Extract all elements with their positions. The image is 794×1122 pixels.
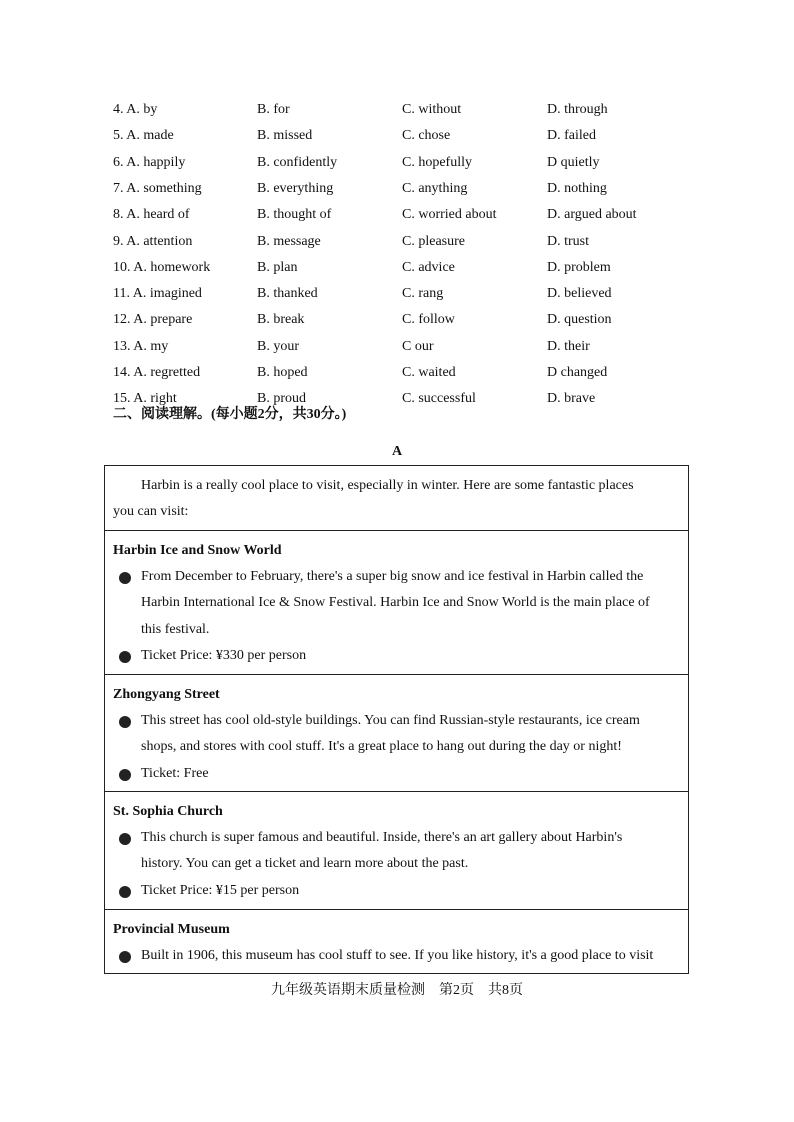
option-a-label: 14. A. [113, 365, 147, 380]
place-section [105, 531, 688, 675]
place-section [105, 910, 688, 973]
question-row [0, 207, 794, 227]
question-row [0, 128, 794, 148]
option-a-label: 5. A. [113, 128, 140, 144]
option-a-label: 10. A. [113, 259, 147, 275]
question-number [113, 181, 202, 197]
option-a-label: 11. A. [113, 286, 147, 302]
option-a: homework [150, 259, 211, 275]
option-d: D changed [547, 365, 608, 380]
option-d: D. trust [547, 233, 589, 249]
place-name: Harbin Ice and Snow World [113, 543, 282, 558]
passage-box [104, 465, 689, 974]
option-b: B. your [257, 338, 299, 354]
intro-line: Harbin is a really cool place to visit, especially in winter. Here are some fantastic places [141, 478, 634, 493]
place-description: This street has cool old-style buildings. You can find Russian-style restaurants, ice cream [141, 713, 640, 728]
option-d: D. believed [547, 286, 612, 302]
bullet-icon [119, 886, 131, 898]
option-a: imagined [149, 286, 202, 302]
question-row [0, 260, 794, 280]
bullet-icon [119, 572, 131, 584]
option-d: D quietly [547, 154, 600, 170]
section-title: 二、阅读理解。(每小题2分，共30分。) [113, 407, 347, 422]
option-c: C. follow [402, 312, 455, 328]
place-name: Provincial Museum [113, 922, 230, 937]
question-row [0, 102, 794, 122]
option-a: my [150, 338, 169, 354]
question-row [0, 365, 794, 385]
place-description: this festival. [141, 621, 210, 637]
option-a-label: 13. A. [113, 338, 147, 354]
option-d: D. through [547, 102, 608, 117]
option-d: D. question [547, 312, 612, 328]
option-c: C. anything [402, 180, 468, 196]
place-section [105, 675, 688, 792]
option-a: regretted [150, 365, 201, 380]
bullet-icon [119, 951, 131, 963]
option-a-label: 15. A. [113, 391, 147, 407]
ticket-price: Ticket: Free [141, 765, 209, 781]
option-d: D. their [547, 338, 590, 354]
option-d: D. nothing [547, 180, 607, 196]
option-d: D. brave [547, 391, 596, 407]
option-c: C. rang [402, 286, 444, 302]
bullet-icon [119, 651, 131, 663]
option-b: B. thought of [257, 207, 332, 223]
ticket-price: Ticket Price: ¥15 per person [141, 882, 300, 898]
option-b: B. for [257, 102, 290, 117]
option-a-label: 12. A. [113, 312, 147, 328]
question-row [0, 155, 794, 175]
bullet-icon [119, 833, 131, 845]
option-c: C. successful [402, 391, 476, 407]
bullet-icon [119, 769, 131, 781]
question-number [113, 128, 174, 144]
place-name: St. Sophia Church [113, 804, 223, 819]
question-row [0, 234, 794, 254]
question-row [0, 181, 794, 201]
passage-label: A [391, 444, 403, 459]
option-b: B. proud [257, 391, 306, 407]
option-a: by [143, 102, 158, 117]
option-b: B. hoped [257, 365, 308, 380]
question-row [0, 339, 794, 359]
option-c: C. pleasure [402, 233, 465, 249]
question-number [113, 155, 185, 171]
option-c: C our [402, 338, 434, 354]
option-c: C. advice [402, 259, 455, 275]
option-b: B. message [257, 233, 321, 249]
option-b: B. break [257, 312, 305, 328]
option-a: made [143, 128, 174, 144]
place-description: This church is super famous and beautiful. Inside, there's an art gallery about Harbin's [141, 830, 623, 845]
question-number [113, 260, 210, 276]
place-description: Built in 1906, this museum has cool stuff to see. If you like history, it's a good place to visit [141, 948, 654, 963]
option-b: B. missed [257, 128, 313, 144]
option-a-label: 8. A. [113, 207, 140, 223]
option-a: prepare [150, 312, 193, 328]
place-section [105, 792, 688, 910]
option-b: B. confidently [257, 154, 338, 170]
question-number [113, 365, 200, 381]
place-description: history. You can get a ticket and learn more about the past. [141, 856, 469, 872]
question-row [0, 312, 794, 332]
place-description: Harbin International Ice & Snow Festival. Harbin Ice and Snow World is the main place of [141, 595, 650, 611]
place-description: shops, and stores with cool stuff. It's a great place to hang out during the day or night! [141, 739, 622, 755]
intro-line: you can visit: [113, 504, 189, 519]
option-b: B. plan [257, 259, 298, 275]
bullet-icon [119, 716, 131, 728]
option-c: C. worried about [402, 207, 497, 223]
ticket-price: Ticket Price: ¥330 per person [141, 647, 307, 663]
place-name: Zhongyang Street [113, 687, 220, 702]
option-d: D. argued about [547, 207, 637, 223]
option-d: D. problem [547, 259, 611, 275]
page-footer: 九年级英语期末质量检测 第2页 共8页 [271, 983, 523, 998]
option-c: C. hopefully [402, 154, 472, 170]
option-a: right [150, 391, 177, 407]
option-c: C. without [402, 102, 462, 117]
option-d: D. failed [547, 128, 596, 144]
question-number [113, 339, 168, 355]
option-a-label: 9. A. [113, 233, 140, 249]
option-b: B. everything [257, 180, 334, 196]
option-a-label: 6. A. [113, 154, 140, 170]
question-number [113, 102, 157, 118]
question-number [113, 207, 190, 223]
intro-section [105, 466, 688, 531]
option-c: C. waited [402, 365, 456, 380]
place-description: From December to February, there's a super big snow and ice festival in Harbin called the [141, 569, 644, 584]
option-a-label: 4. A. [113, 102, 140, 117]
question-row [0, 286, 794, 306]
option-a: happily [143, 154, 186, 170]
option-a-label: 7. A. [113, 180, 140, 196]
option-a: attention [143, 233, 193, 249]
question-number [113, 286, 202, 302]
option-a: something [143, 180, 202, 196]
option-b: B. thanked [257, 286, 318, 302]
question-number [113, 234, 192, 250]
question-number [113, 312, 192, 328]
option-c: C. chose [402, 128, 451, 144]
option-a: heard of [143, 207, 190, 223]
